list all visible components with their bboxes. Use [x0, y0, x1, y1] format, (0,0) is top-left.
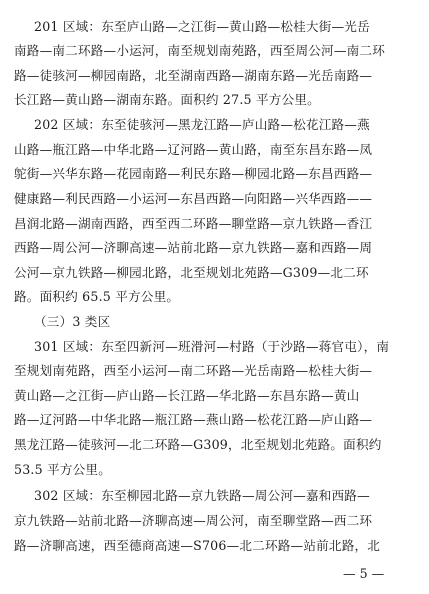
- text-line: 301 区域：东至四新河—班滑河—村路（于沙路—蒋官屯），南: [34, 340, 390, 354]
- text-line: 京九铁路—站前北路—济聊高速—周公河，南至聊堂路—西二环: [14, 514, 373, 528]
- text-line: 53.5 平方公里。: [14, 463, 112, 477]
- text-line: 302 区域：东至柳园北路—京九铁路—周公河—嘉和西路—: [34, 489, 370, 503]
- text-line: 202 区域：东至徒骇河—黑龙江路—庐山路—松花江路—燕: [34, 118, 370, 132]
- text-line: 山路—瓶江路—中华北路—辽河路—黄山路，南至东昌东路—凤: [14, 143, 373, 157]
- text-line: 路—辽河路—中华北路—瓶江路—燕山路—松花江路—庐山路—: [14, 413, 373, 427]
- text-line: 公河—京九铁路—柳园北路，北至规划北苑路—G309—北二环: [14, 266, 369, 280]
- text-line: 南路—南二环路—小运河，南至规划南苑路，西至周公河—南二环: [14, 44, 386, 58]
- text-line: 昌润北路—湖南西路，西至西二环路—聊堂路—京九铁路—香江: [14, 217, 373, 231]
- text-line: 路—徒骇河—柳园南路，北至湖南西路—湖南东路—光岳南路—: [14, 69, 373, 83]
- page-number: — 5 —: [343, 566, 385, 581]
- text-line: 201 区域：东至庐山路—之江街—黄山路—松桂大街—光岳: [34, 20, 370, 34]
- text-line: 路—济聊高速，西至德商高速—S706—北二环路—站前北路，北: [14, 539, 381, 553]
- text-line: 西路—周公河—济聊高速—站前北路—京九铁路—嘉和西路—周: [14, 241, 373, 255]
- text-line: 健康路—利民西路—小运河—东昌西路—向阳路—兴华西路——: [14, 192, 373, 206]
- text-line: 长江路—黄山路—湖南东路。面积约 27.5 平方公里。: [14, 93, 320, 107]
- text-line: 鸵街—兴华东路—花园南路—利民东路—柳园北路—东昌西路—: [14, 167, 373, 181]
- text-line: 至规划南苑路，西至小运河—南二环路—光岳南路—松桂大街—: [14, 364, 373, 378]
- text-line: 黑龙江路—徒骇河—北二环路—G309，北至规划北苑路。面积约: [14, 438, 382, 452]
- text-line: 路。面积约 65.5 平方公里。: [14, 290, 180, 304]
- section-heading: （三）3 类区: [34, 315, 111, 329]
- text-line: 黄山路—之江街—庐山路—长江路—华北路—东昌东路—黄山: [14, 389, 360, 403]
